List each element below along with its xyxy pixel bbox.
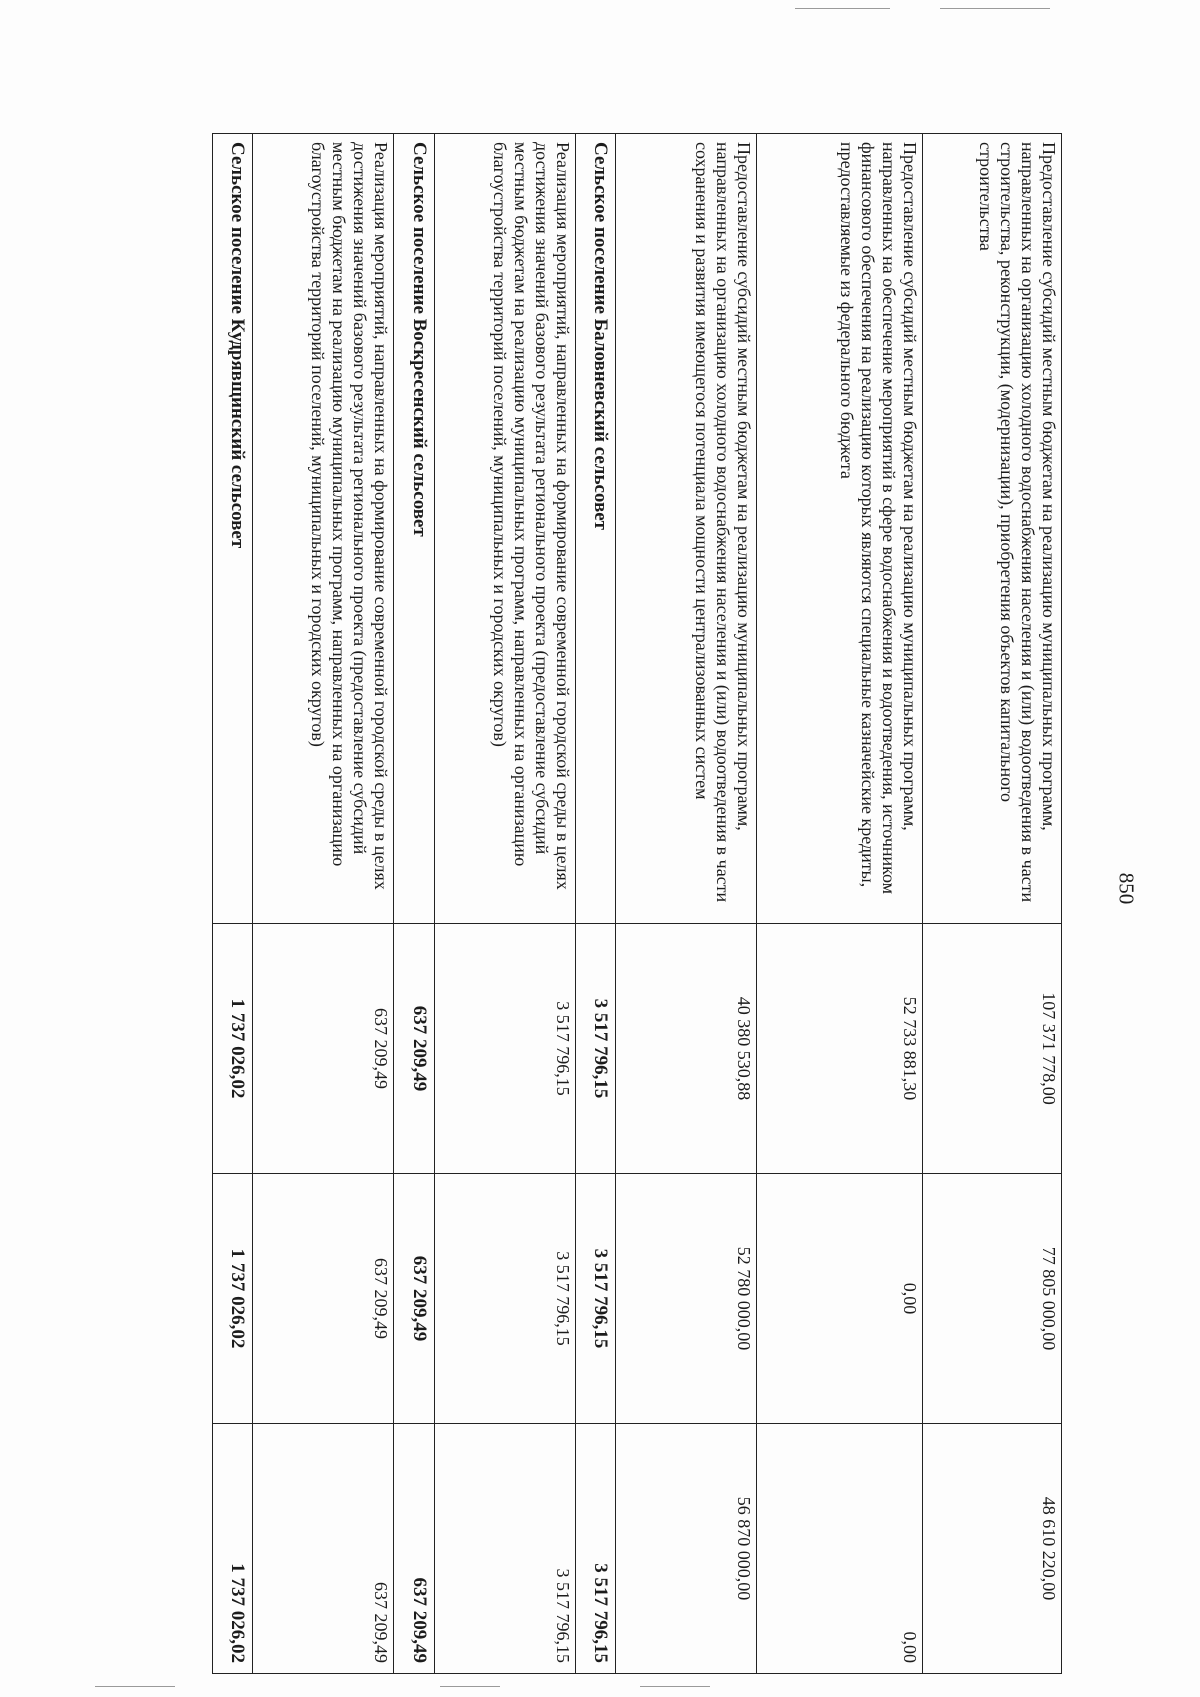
section-value-col2: 637 209,49 [394, 1174, 434, 1424]
row-description: Реализация мероприятий, направленных на формирование современной городской среды в целях достижения значений базового результата регионального проекта (предоставление субсидий местным бюджетам на реализацию муниципальных программ, направленных на организацию благоустройства территорий поселений, муниципальных и городских округов) [434, 134, 575, 924]
table-section-row [394, 134, 434, 1674]
row-value-col2: 52 780 000,00 [616, 1174, 757, 1424]
row-description: Предоставление субсидий местным бюджетам на реализацию муниципальных программ, направленных на обеспечение мероприятий в сфере водоснабжения и водоотведения, источником финансового обеспечения на реализацию которых являются специальные казначейские кредиты, предоставляемые из федерального бюджета [757, 134, 923, 924]
table-section-row [213, 134, 253, 1674]
section-value-col1: 3 517 796,15 [575, 924, 615, 1174]
section-value-col2: 1 737 026,02 [213, 1174, 253, 1424]
row-value-col1: 40 380 530,88 [616, 924, 757, 1174]
section-value-col3: 3 517 796,15 [575, 1424, 615, 1674]
section-value-col3: 637 209,49 [394, 1424, 434, 1674]
table-row [434, 134, 575, 1674]
row-value-col3: 3 517 796,15 [434, 1424, 575, 1674]
row-description: Предоставление субсидий местным бюджетам на реализацию муниципальных программ, направленных на организацию холодного водоснабжения населения и (или) водоотведения в части сохранения и развития имеющегося потенциала мощности централизованных систем [616, 134, 757, 924]
row-value-col2: 3 517 796,15 [434, 1174, 575, 1424]
row-value-col2: 637 209,49 [253, 1174, 394, 1424]
table-row [757, 134, 923, 1674]
section-title: Сельское поселение Воскресенский сельсовет [394, 134, 434, 924]
budget-table [212, 133, 1062, 1674]
row-description: Предоставление субсидий местным бюджетам на реализацию муниципальных программ, направленных на организацию холодного водоснабжения населения и (или) водоотведения в части строительства, реконструкции, (модернизации), приобретения объектов капитального строительства [923, 134, 1062, 924]
row-value-col3: 48 610 220,00 [923, 1424, 1062, 1674]
scan-artifact-top [940, 8, 1050, 9]
section-value-col2: 3 517 796,15 [575, 1174, 615, 1424]
row-value-col2: 0,00 [757, 1174, 923, 1424]
scan-artifact-bottom [440, 1686, 500, 1687]
section-value-col1: 1 737 026,02 [213, 924, 253, 1174]
row-value-col3: 56 870 000,00 [616, 1424, 757, 1674]
scan-artifact-bottom [95, 1686, 175, 1687]
section-value-col1: 637 209,49 [394, 924, 434, 1174]
row-value-col3: 0,00 [757, 1424, 923, 1674]
section-title: Сельское поселение Баловневский сельсовет [575, 134, 615, 924]
row-value-col3: 637 209,49 [253, 1424, 394, 1674]
row-value-col1: 637 209,49 [253, 924, 394, 1174]
table-section-row [575, 134, 615, 1674]
section-value-col3: 1 737 026,02 [213, 1424, 253, 1674]
row-description: Реализация мероприятий, направленных на формирование современной городской среды в целях достижения значений базового результата регионального проекта (предоставление субсидий местным бюджетам на реализацию муниципальных программ, направленных на организацию благоустройства территорий поселений, муниципальных и городских округов) [253, 134, 394, 924]
table-row [923, 134, 1062, 1674]
scan-artifact-top [795, 8, 890, 9]
page-number: 850 [1114, 872, 1139, 905]
row-value-col1: 3 517 796,15 [434, 924, 575, 1174]
section-title: Сельское поселение Кудрявщинский сельсовет [213, 134, 253, 924]
scan-artifact-bottom [640, 1686, 710, 1687]
row-value-col1: 52 733 881,30 [757, 924, 923, 1174]
table-row [253, 134, 394, 1674]
budget-table-wrapper [212, 133, 1062, 1673]
row-value-col2: 77 805 000,00 [923, 1174, 1062, 1424]
row-value-col1: 107 371 778,00 [923, 924, 1062, 1174]
table-row [616, 134, 757, 1674]
